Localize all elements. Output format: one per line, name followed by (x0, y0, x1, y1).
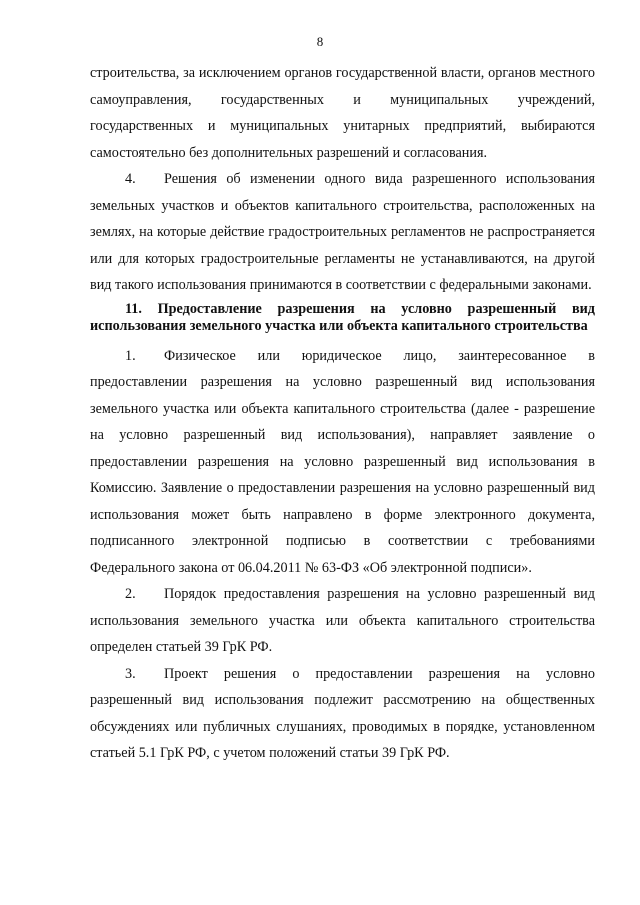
section-heading: 11. Предоставление разрешения на условно разрешенный вид использования земельного участка или объекта капитального строительства (90, 300, 595, 334)
section-paragraph-1: 1. Физическое или юридическое лицо, заинтересованное в предоставлении разрешения на условно разрешенный вид использования земельного участка или объекта капитального строительства (далее - разрешение на условно разрешенный вид использования), направляет заявление о предоставлении разрешения на условно разрешенный вид использования в Комиссию. Заявление о предоставлении разрешения на условно разрешенный вид использования может быть направлено в форме электронного документа, подписанного электронной подписью в соответствии с требованиями Федерального закона от 06.04.2011 № 63-ФЗ «Об электронной подписи». (90, 347, 595, 576)
page-number: 8 (316, 34, 324, 49)
document-body (90, 60, 595, 767)
section-paragraph-3: 3. Проект решения о предоставлении разрешения на условно разрешенный вид использования подлежит рассмотрению на общественных обсуждениях или публичных слушаниях, проводимых в порядке, установленном статьей 5.1 ГрК РФ, с учетом положений статьи 39 ГрК РФ. (90, 665, 595, 761)
paragraph-item-4: 4. Решения об изменении одного вида разрешенного использования земельных участков и объектов капитального строительства, расположенных на землях, на которые действие градостроительных регламентов не распространяется или для которых градостроительные регламенты не устанавливаются, на другой вид такого использования принимаются в соответствии с федеральными законами. (90, 171, 595, 293)
paragraph-continuation: строительства, за исключением органов государственной власти, органов местного самоуправления, государственных и муниципальных учреждений, государственных и муниципальных унитарных предприятий, выбираются самостоятельно без дополнительных разрешений и согласования. (90, 65, 595, 161)
section-paragraph-2: 2. Порядок предоставления разрешения на условно разрешенный вид использования земельного участка или объекта капитального строительства определен статьей 39 ГрК РФ. (90, 586, 595, 655)
